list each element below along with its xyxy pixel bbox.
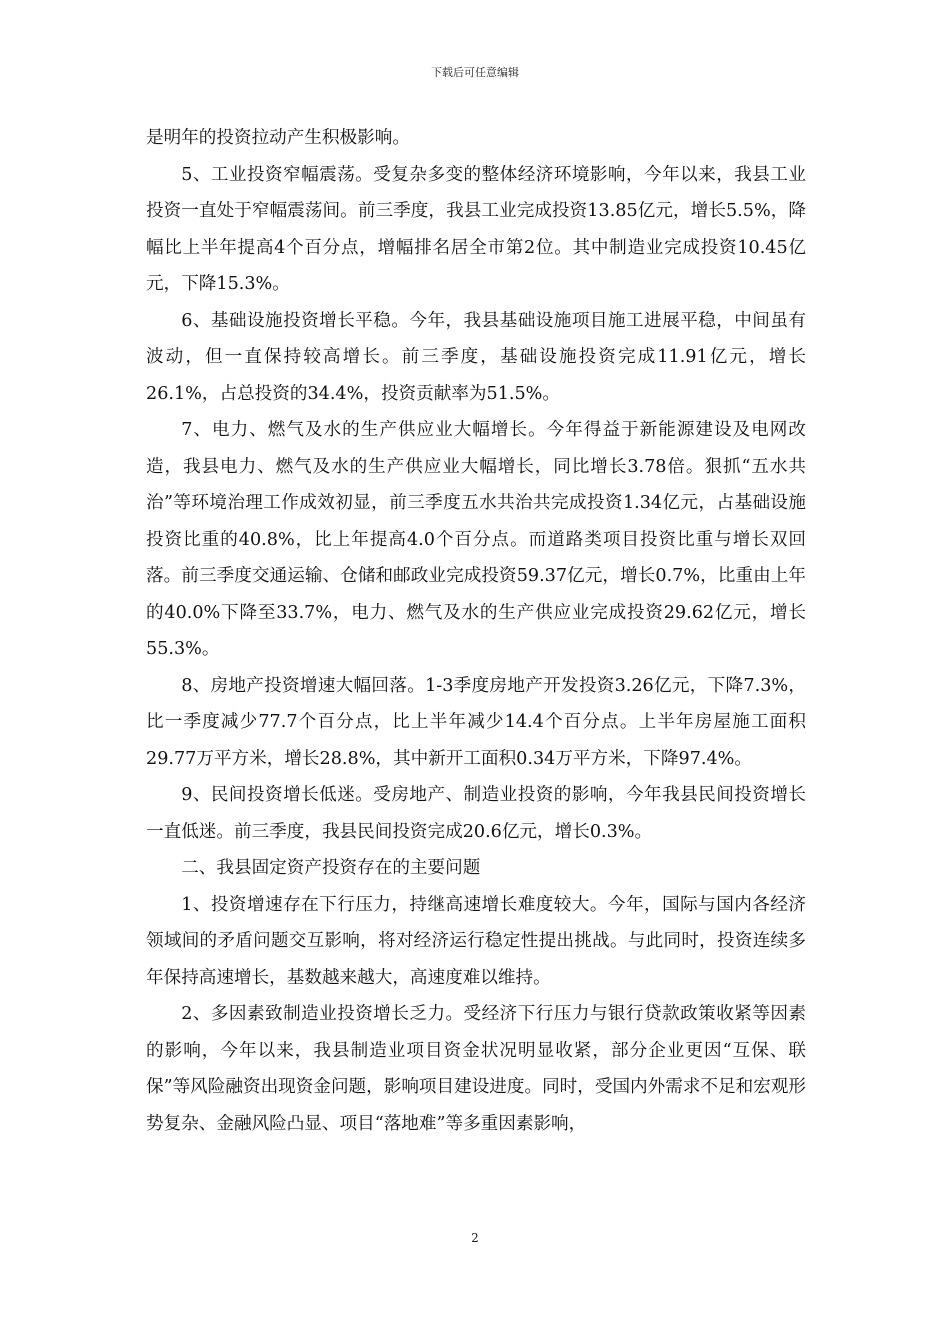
section-heading-main-problems: 二、我县固定资产投资存在的主要问题 (181, 858, 481, 878)
page-header: 下载后可任意编辑 (431, 66, 519, 79)
paragraph-industrial-investment: 5、工业投资窄幅震荡。受复杂多变的整体经济环境影响，今年以来，我县工业投资一直处于窄幅震荡间。前三季度，我县工业完成投资13.85亿元，增长5.5%，降幅比上半年提高4个百分点，增幅排名居全市第2位。其中制造业完成投资10.45亿元，下降15.3%。 (146, 164, 806, 294)
paragraph-problem-1: 1、投资增速存在下行压力，持继高速增长难度较大。今年，国际与国内各经济领域间的矛盾问题交互影响，将对经济运行稳定性提出挑战。与此同时，投资连续多年保持高速增长，基数越来越大，高速度难以维持。 (146, 894, 806, 988)
paragraph-continuation: 是明年的投资拉动产生积极影响。 (146, 128, 410, 148)
paragraph-problem-2: 2、多因素致制造业投资增长乏力。受经济下行压力与银行贷款政策收紧等因素的影响，今年以来，我县制造业项目资金状况明显收紧，部分企业更因“互保、联保”等风险融资出现资金问题，影响项目建设进度。同时，受国内外需求不足和宏观形势复杂、金融风险凸显、项目“落地难”等多重因素影响， (146, 1004, 806, 1134)
paragraph-real-estate-investment: 8、房地产投资增速大幅回落。1-3季度房地产开发投资3.26亿元，下降7.3%，比一季度减少77.7个百分点，比上半年减少14.4个百分点。上半年房屋施工面积29.77万平方米，增长28.8%，其中新开工面积0.34万平方米，下降97.4%。 (146, 675, 806, 769)
paragraph-utilities-investment: 7、电力、燃气及水的生产供应业大幅增长。今年得益于新能源建设及电网改造，我县电力、燃气及水的生产供应业大幅增长，同比增长3.78倍。狠抓“五水共治”等环境治理工作成效初显，前三季度五水共治共完成投资1.34亿元，占基础设施投资比重的40.8%，比上年提高4.0个百分点。而道路类项目投资比重与增长双回落。前三季度交通运输、仓储和邮政业完成投资59.37亿元，增长0.7%，比重由上年的40.0%下降至33.7%，电力、燃气及水的生产供应业完成投资29.62亿元，增长55.3%。 (146, 420, 806, 659)
paragraph-infrastructure-investment: 6、基础设施投资增长平稳。今年，我县基础设施项目施工进展平稳，中间虽有波动，但一直保持较高增长。前三季度，基础设施投资完成11.91亿元，增长26.1%，占总投资的34.4%，投资贡献率为51.5%。 (146, 310, 806, 404)
document-body (146, 120, 806, 1142)
page-number: 2 (471, 1231, 479, 1245)
paragraph-private-investment: 9、民间投资增长低迷。受房地产、制造业投资的影响，今年我县民间投资增长一直低迷。前三季度，我县民间投资完成20.6亿元，增长0.3%。 (146, 785, 806, 842)
